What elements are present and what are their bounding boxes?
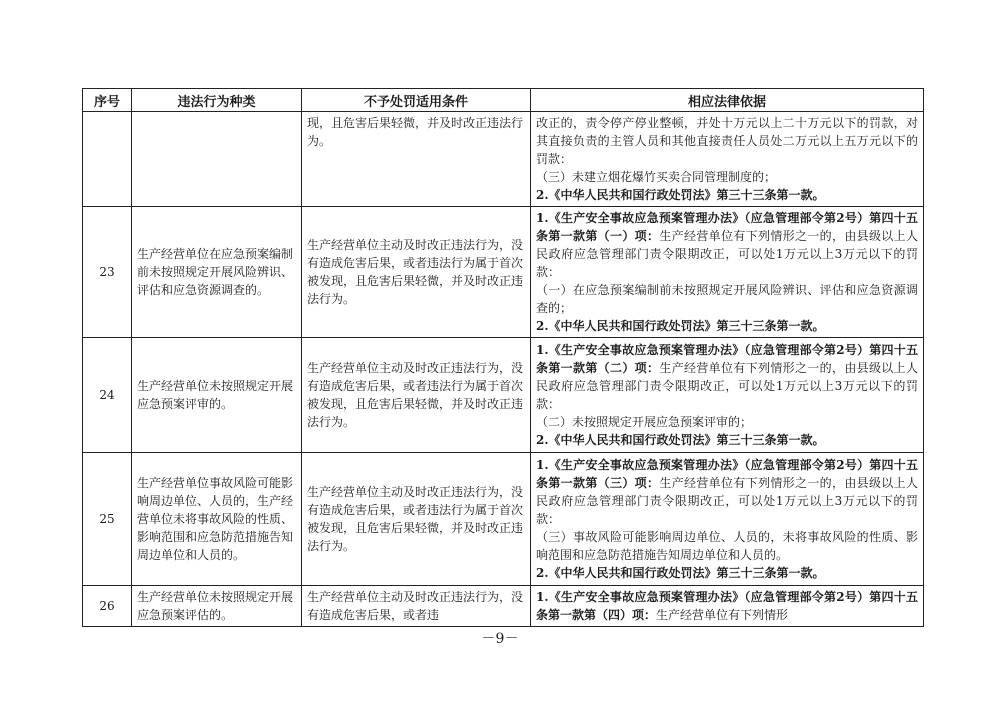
legal-basis-citation: 1.《生产安全事故应急预案管理办法》（应急管理部令第2号）第四十五条第一款第（四）项： — [536, 590, 918, 622]
legal-basis-paragraph — [536, 281, 918, 317]
legal-basis-paragraph — [536, 186, 918, 204]
legal-basis-text: 生产经营单位有下列情形之一的，由县级以上人民政府应急管理部门责令限期改正，可以处1万元以上3万元以下的罚款： — [536, 361, 918, 411]
table-row — [83, 586, 924, 627]
exemption-condition: 生产经营单位主动及时改正违法行为，没有造成危害后果，或者违法行为属于首次被发现，且危害后果轻微，并及时改正违法行为。 — [302, 207, 531, 338]
legal-basis — [531, 586, 924, 627]
legal-basis-text: 生产经营单位有下列情形之一的，由县级以上人民政府应急管理部门责令限期改正，可以处1万元以上3万元以下的罚款： — [536, 476, 918, 526]
legal-basis-citation: 1.《生产安全事故应急预案管理办法》（应急管理部令第2号）第四十五条第一款第（三）项： — [536, 458, 918, 490]
row-number: 24 — [83, 338, 132, 453]
header-exemption-condition: 不予处罚适用条件 — [302, 89, 531, 112]
violation-type: 生产经营单位在应急预案编制前未按照规定开展风险辨识、评估和应急资源调查的。 — [132, 207, 302, 338]
penalty-exemption-table — [82, 88, 924, 627]
legal-basis-paragraph — [536, 588, 918, 624]
legal-basis-citation: 2.《中华人民共和国行政处罚法》第三十三条第一款。 — [536, 188, 825, 202]
page-number: －9－ — [481, 631, 519, 647]
legal-basis-paragraph — [536, 413, 918, 431]
violation-type: 生产经营单位未按照规定开展应急预案评审的。 — [132, 338, 302, 453]
legal-basis-paragraph — [536, 168, 918, 186]
row-number — [83, 112, 132, 207]
legal-basis-text: （三）未建立烟花爆竹买卖合同管理制度的； — [536, 170, 777, 184]
legal-basis-paragraph — [536, 114, 918, 168]
legal-basis-text: 生产经营单位有下列情形 — [656, 608, 789, 622]
legal-basis-text: 生产经营单位有下列情形之一的，由县级以上人民政府应急管理部门责令限期改正，可以处1万元以上3万元以下的罚款： — [536, 229, 918, 279]
legal-basis-citation: 2.《中华人民共和国行政处罚法》第三十三条第一款。 — [536, 319, 825, 333]
exemption-condition: 现，且危害后果轻微，并及时改正违法行为。 — [302, 112, 531, 207]
exemption-condition: 生产经营单位主动及时改正违法行为，没有造成危害后果，或者违 — [302, 586, 531, 627]
table-row — [83, 207, 924, 338]
violation-type: 生产经营单位未按照规定开展应急预案评估的。 — [132, 586, 302, 627]
header-seq: 序号 — [83, 89, 132, 112]
legal-basis-paragraph — [536, 528, 918, 564]
legal-basis-citation: 1.《生产安全事故应急预案管理办法》（应急管理部令第2号）第四十五条第一款第（一）项： — [536, 211, 918, 243]
row-number: 26 — [83, 586, 132, 627]
legal-basis-paragraph — [536, 431, 918, 449]
legal-basis — [531, 207, 924, 338]
legal-basis-citation: 1.《生产安全事故应急预案管理办法》（应急管理部令第2号）第四十五条第一款第（二）项： — [536, 343, 918, 375]
row-number: 23 — [83, 207, 132, 338]
table-row — [83, 453, 924, 586]
legal-basis-citation: 2.《中华人民共和国行政处罚法》第三十三条第一款。 — [536, 566, 825, 580]
header-legal-basis: 相应法律依据 — [531, 89, 924, 112]
exemption-condition: 生产经营单位主动及时改正违法行为，没有造成危害后果，或者违法行为属于首次被发现，且危害后果轻微，并及时改正违法行为。 — [302, 338, 531, 453]
legal-basis-text: （一）在应急预案编制前未按照规定开展风险辨识、评估和应急资源调查的； — [536, 283, 918, 315]
table-row — [83, 338, 924, 453]
legal-basis — [531, 338, 924, 453]
legal-basis-citation: 2.《中华人民共和国行政处罚法》第三十三条第一款。 — [536, 433, 825, 447]
legal-basis-text: 改正的，责令停产停业整顿，并处十万元以上二十万元以下的罚款，对其直接负责的主管人员和其他直接责任人员处二万元以上五万元以下的罚款： — [536, 116, 918, 166]
table-header-row — [83, 89, 924, 112]
table-row — [83, 112, 924, 207]
legal-basis-paragraph — [536, 317, 918, 335]
violation-type — [132, 112, 302, 207]
row-number: 25 — [83, 453, 132, 586]
header-violation-type: 违法行为种类 — [132, 89, 302, 112]
legal-basis-paragraph — [536, 341, 918, 413]
legal-basis — [531, 453, 924, 586]
legal-basis-paragraph — [536, 209, 918, 281]
legal-basis-text: （二）未按照规定开展应急预案评审的； — [536, 415, 753, 429]
legal-basis-paragraph — [536, 564, 918, 582]
legal-basis-text: （三）事故风险可能影响周边单位、人员的，未将事故风险的性质、影响范围和应急防范措施告知周边单位和人员的。 — [536, 530, 918, 562]
violation-type: 生产经营单位事故风险可能影响周边单位、人员的，生产经营单位未将事故风险的性质、影响范围和应急防范措施告知周边单位和人员的。 — [132, 453, 302, 586]
exemption-condition: 生产经营单位主动及时改正违法行为，没有造成危害后果，或者违法行为属于首次被发现，且危害后果轻微，并及时改正违法行为。 — [302, 453, 531, 586]
legal-basis-paragraph — [536, 456, 918, 528]
legal-basis — [531, 112, 924, 207]
